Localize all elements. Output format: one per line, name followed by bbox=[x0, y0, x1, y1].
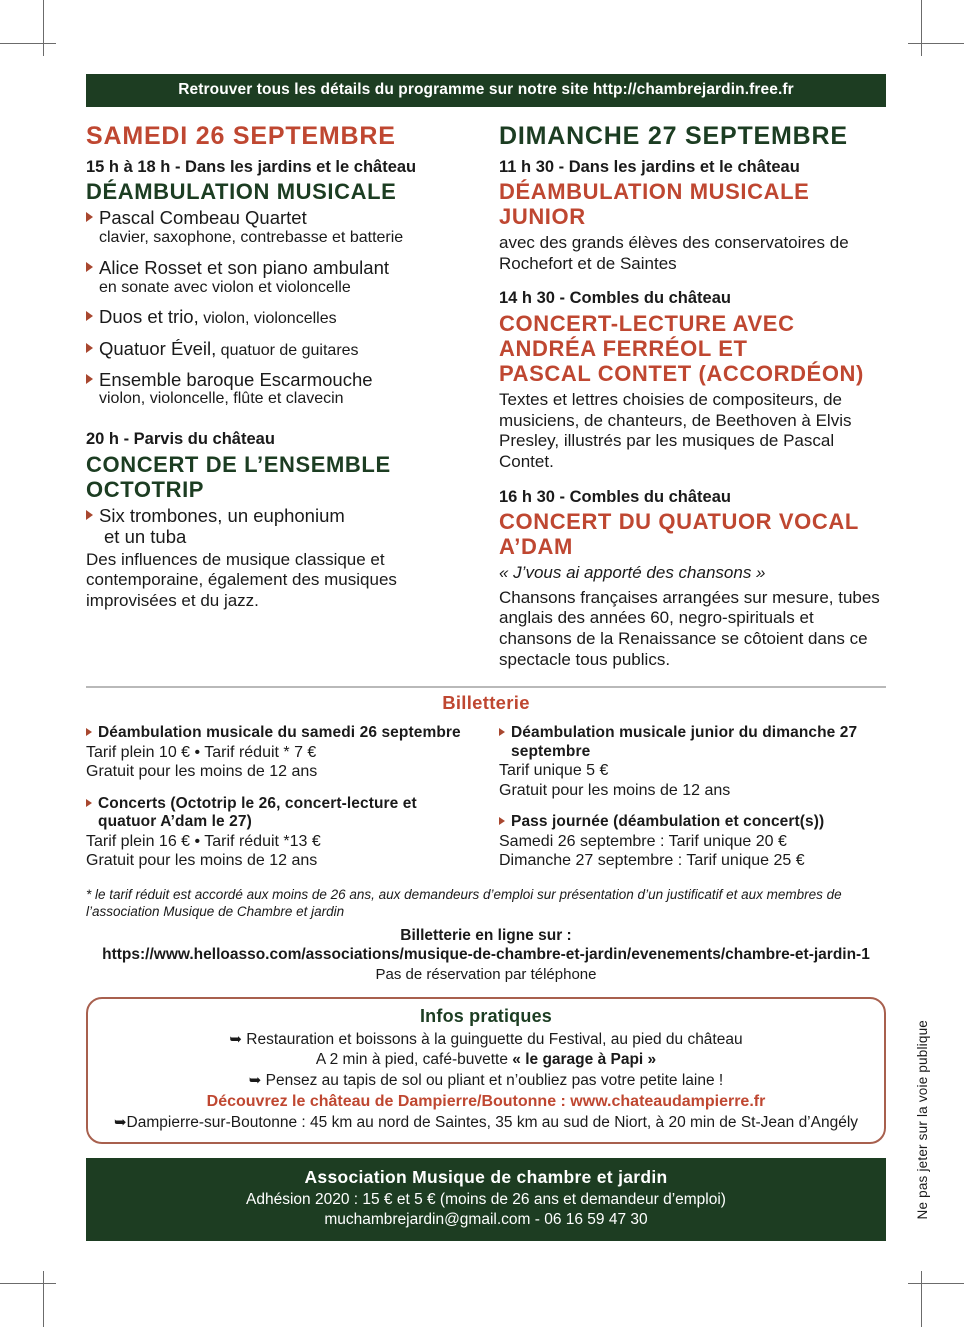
ticket-title bbox=[499, 813, 886, 832]
crop-mark-top-right-h bbox=[908, 43, 964, 44]
billetterie-columns bbox=[86, 724, 886, 884]
triangle-bullet-icon bbox=[86, 212, 93, 222]
crop-mark-top-left-v bbox=[43, 0, 44, 56]
sunday-slot3-description: Chansons françaises arrangées sur mesure, tubes anglais des années 60, negro-spirituals et chansons de la Renaissance se côtoient dans ce spectacle tous publics. bbox=[499, 587, 880, 669]
crop-mark-bottom-right-h bbox=[908, 1283, 964, 1284]
flyer-page bbox=[86, 74, 886, 1241]
saturday-slot1-time: 15 h à 18 h - Dans les jardins et le château bbox=[86, 157, 417, 176]
ticket-price-line: Gratuit pour les moins de 12 ans bbox=[499, 781, 731, 799]
crop-mark-bottom-left-h bbox=[0, 1283, 56, 1284]
sunday-slot1-title-line2: JUNIOR bbox=[499, 204, 586, 230]
spacer bbox=[86, 419, 473, 429]
practical-info-line-5-text: Dampierre-sur-Boutonne : 45 km au nord de Saintes, 35 km au sud de Niort, à 20 min de St-Jean d’Angély bbox=[126, 1113, 859, 1131]
sunday-slot1-description: avec des grands élèves des conservatoires de Rochefort et de Saintes bbox=[499, 233, 849, 273]
crop-mark-bottom-left-v bbox=[43, 1271, 44, 1327]
saturday-slot2-time: 20 h - Parvis du château bbox=[86, 430, 275, 449]
octotrip-line1: Six trombones, un euphonium bbox=[99, 505, 345, 527]
sunday-slot2-title-line3: PASCAL CONTET (ACCORDÉON) bbox=[499, 361, 864, 387]
triangle-bullet-icon bbox=[86, 374, 93, 384]
crop-mark-bottom-right-v bbox=[921, 1271, 922, 1327]
ticket-title bbox=[499, 724, 886, 761]
list-item bbox=[86, 370, 473, 410]
membership-line: Adhésion 2020 : 15 € et 5 € (moins de 26 ans et demandeur d’emploi) bbox=[246, 1191, 726, 1209]
list-item bbox=[86, 339, 473, 360]
spacer bbox=[499, 477, 886, 487]
hooked-arrow-icon: ➥ bbox=[248, 1071, 262, 1089]
sunday-slot2-description: Textes et lettres choisies de compositeurs, de musiciens, de chanteurs, de Beethoven à Elvis Presley, illustrés par les musiques de Pascal Contet. bbox=[499, 390, 852, 471]
saturday-performer-list bbox=[86, 208, 473, 409]
column-saturday bbox=[86, 123, 473, 675]
association-name: Association Musique de chambre et jardin bbox=[304, 1167, 668, 1188]
performer-name: Alice Rosset et son piano ambulant bbox=[99, 256, 390, 278]
list-item bbox=[86, 258, 473, 298]
saturday-slot2-description: Des influences de musique classique et contemporaine, également des musiques improvisées et du jazz. bbox=[86, 549, 397, 610]
sunday-slot3-time: 16 h 30 - Combles du château bbox=[499, 487, 731, 506]
ticket-price-line: Gratuit pour les moins de 12 ans bbox=[86, 763, 318, 781]
saturday-slot1-title: DÉAMBULATION MUSICALE bbox=[86, 179, 397, 205]
practical-info-line-3-text: Pensez au tapis de sol ou pliant et n’oubliez pas votre petite laine ! bbox=[265, 1071, 724, 1089]
program-columns bbox=[86, 123, 886, 675]
triangle-bullet-icon bbox=[499, 728, 505, 736]
ticket-block bbox=[499, 813, 886, 871]
section-divider bbox=[86, 686, 886, 688]
no-phone-reservation-note: Pas de réservation par téléphone bbox=[375, 965, 597, 983]
ticket-price-line: Tarif plein 16 € • Tarif réduit *13 € bbox=[86, 832, 321, 850]
hooked-arrow-icon: ➥ bbox=[113, 1113, 127, 1131]
saturday-slot2-title-line2: OCTOTRIP bbox=[86, 477, 205, 503]
ticket-price-line: Tarif plein 10 € • Tarif réduit * 7 € bbox=[86, 743, 317, 761]
practical-info-line-1-text: Restauration et boissons à la guinguette du Festival, au pied du château bbox=[246, 1030, 743, 1048]
association-footer bbox=[86, 1158, 886, 1241]
triangle-bullet-icon bbox=[499, 817, 505, 825]
octotrip-line2: et un tuba bbox=[104, 525, 187, 547]
ticket-title bbox=[86, 724, 473, 743]
ticket-block bbox=[499, 724, 886, 800]
performer-detail: violon, violoncelle, flûte et clavecin bbox=[99, 390, 344, 408]
triangle-bullet-icon bbox=[86, 728, 92, 736]
triangle-bullet-icon bbox=[86, 311, 93, 321]
crop-mark-top-right-v bbox=[921, 0, 922, 56]
sunday-slot2-title-line1: CONCERT-LECTURE AVEC bbox=[499, 311, 795, 337]
sunday-day-heading: DIMANCHE 27 SEPTEMBRE bbox=[499, 121, 848, 150]
sunday-slot1-title bbox=[499, 179, 886, 229]
performer-name: Ensemble baroque Escarmouche bbox=[99, 368, 373, 390]
practical-info-line-5 bbox=[98, 1113, 874, 1133]
spacer bbox=[499, 278, 886, 288]
column-sunday bbox=[499, 123, 886, 675]
performer-name: Pascal Combeau Quartet bbox=[99, 207, 307, 229]
ticket-title-text: Déambulation musicale du samedi 26 septembre bbox=[98, 724, 461, 742]
practical-info-box bbox=[86, 997, 886, 1144]
cafe-name: « le garage à Papi » bbox=[512, 1051, 657, 1069]
website-banner: Retrouver tous les détails du programme sur notre site http://chambrejardin.free.fr bbox=[86, 74, 886, 107]
billetterie-heading: Billetterie bbox=[442, 692, 530, 714]
do-not-litter-note: Ne pas jeter sur la voie publique bbox=[915, 1020, 930, 1220]
sunday-slot3-title-line1: CONCERT DU QUATUOR VOCAL bbox=[499, 509, 859, 535]
ticket-block bbox=[86, 724, 473, 782]
triangle-bullet-icon bbox=[86, 343, 93, 353]
list-item bbox=[86, 307, 473, 328]
sunday-slot2-title bbox=[499, 311, 886, 386]
performer-detail: en sonate avec violon et violoncelle bbox=[99, 278, 351, 296]
ticket-title-text: Déambulation musicale junior du dimanche 27 septembre bbox=[511, 724, 858, 760]
hooked-arrow-icon: ➥ bbox=[229, 1030, 242, 1048]
billetterie-column-right bbox=[499, 724, 886, 884]
saturday-slot2-title bbox=[86, 452, 473, 502]
sunday-slot3-quote: « J’vous ai apporté des chansons » bbox=[499, 563, 766, 583]
triangle-bullet-icon bbox=[86, 799, 92, 807]
sunday-slot1-title-line1: DÉAMBULATION MUSICALE bbox=[499, 179, 810, 205]
ticket-price-line: Gratuit pour les moins de 12 ans bbox=[86, 852, 318, 870]
triangle-bullet-icon bbox=[86, 510, 93, 520]
ticket-title bbox=[86, 795, 473, 832]
list-item bbox=[86, 506, 473, 547]
sunday-slot3-title bbox=[499, 509, 886, 559]
ticket-price-line: Dimanche 27 septembre : Tarif unique 25 € bbox=[499, 852, 805, 870]
sunday-slot2-title-line2: ANDRÉA FERRÉOL ET bbox=[499, 336, 748, 362]
online-ticketing-label: Billetterie en ligne sur : bbox=[400, 927, 572, 945]
performer-detail: violon, violoncelles bbox=[198, 310, 337, 328]
practical-info-line-2 bbox=[98, 1050, 874, 1070]
ticket-block bbox=[86, 795, 473, 871]
billetterie-column-left bbox=[86, 724, 473, 884]
ticket-title-text: Pass journée (déambulation et concert(s)) bbox=[511, 813, 825, 831]
reduced-rate-footnote: * le tarif réduit est accordé aux moins de 26 ans, aux demandeurs d’emploi sur présentation d’un justificatif et aux membres de l’association Musique de Chambre et jardin bbox=[86, 886, 842, 920]
sunday-slot2-time: 14 h 30 - Combles du château bbox=[499, 289, 731, 308]
practical-info-line-2-pre: A 2 min à pied, café-buvette bbox=[315, 1051, 513, 1069]
practical-info-line-1 bbox=[98, 1030, 874, 1050]
crop-mark-top-left-h bbox=[0, 43, 56, 44]
performer-detail: quatuor de guitares bbox=[216, 341, 359, 359]
saturday-slot2-title-line1: CONCERT DE L’ENSEMBLE bbox=[86, 451, 391, 477]
contact-line: muchambrejardin@gmail.com - 06 16 59 47 30 bbox=[324, 1211, 648, 1229]
performer-name: Quatuor Éveil, bbox=[99, 337, 217, 359]
practical-info-title: Infos pratiques bbox=[419, 1005, 552, 1026]
ticket-title-text: Concerts (Octotrip le 26, concert-lecture et quatuor A’dam le 27) bbox=[98, 794, 417, 831]
list-item bbox=[86, 208, 473, 248]
chateau-link-line[interactable]: Découvrez le château de Dampierre/Boutonne : www.chateaudampierre.fr bbox=[206, 1093, 766, 1111]
saturday-day-heading: SAMEDI 26 SEPTEMBRE bbox=[86, 121, 396, 150]
online-ticketing-url[interactable]: https://www.helloasso.com/associations/musique-de-chambre-et-jardin/evenements/chambre-et-jardin-1 bbox=[102, 946, 870, 964]
ticket-price-line: Tarif unique 5 € bbox=[499, 762, 609, 780]
sunday-slot1-time: 11 h 30 - Dans les jardins et le château bbox=[499, 157, 800, 176]
saturday-slot2-list bbox=[86, 506, 473, 547]
ticket-price-line: Samedi 26 septembre : Tarif unique 20 € bbox=[499, 832, 787, 850]
sunday-slot3-title-line2: A’DAM bbox=[499, 534, 573, 560]
triangle-bullet-icon bbox=[86, 262, 93, 272]
performer-name: Duos et trio, bbox=[99, 306, 199, 328]
performer-detail: clavier, saxophone, contrebasse et batterie bbox=[99, 228, 404, 246]
practical-info-line-3 bbox=[98, 1071, 874, 1091]
